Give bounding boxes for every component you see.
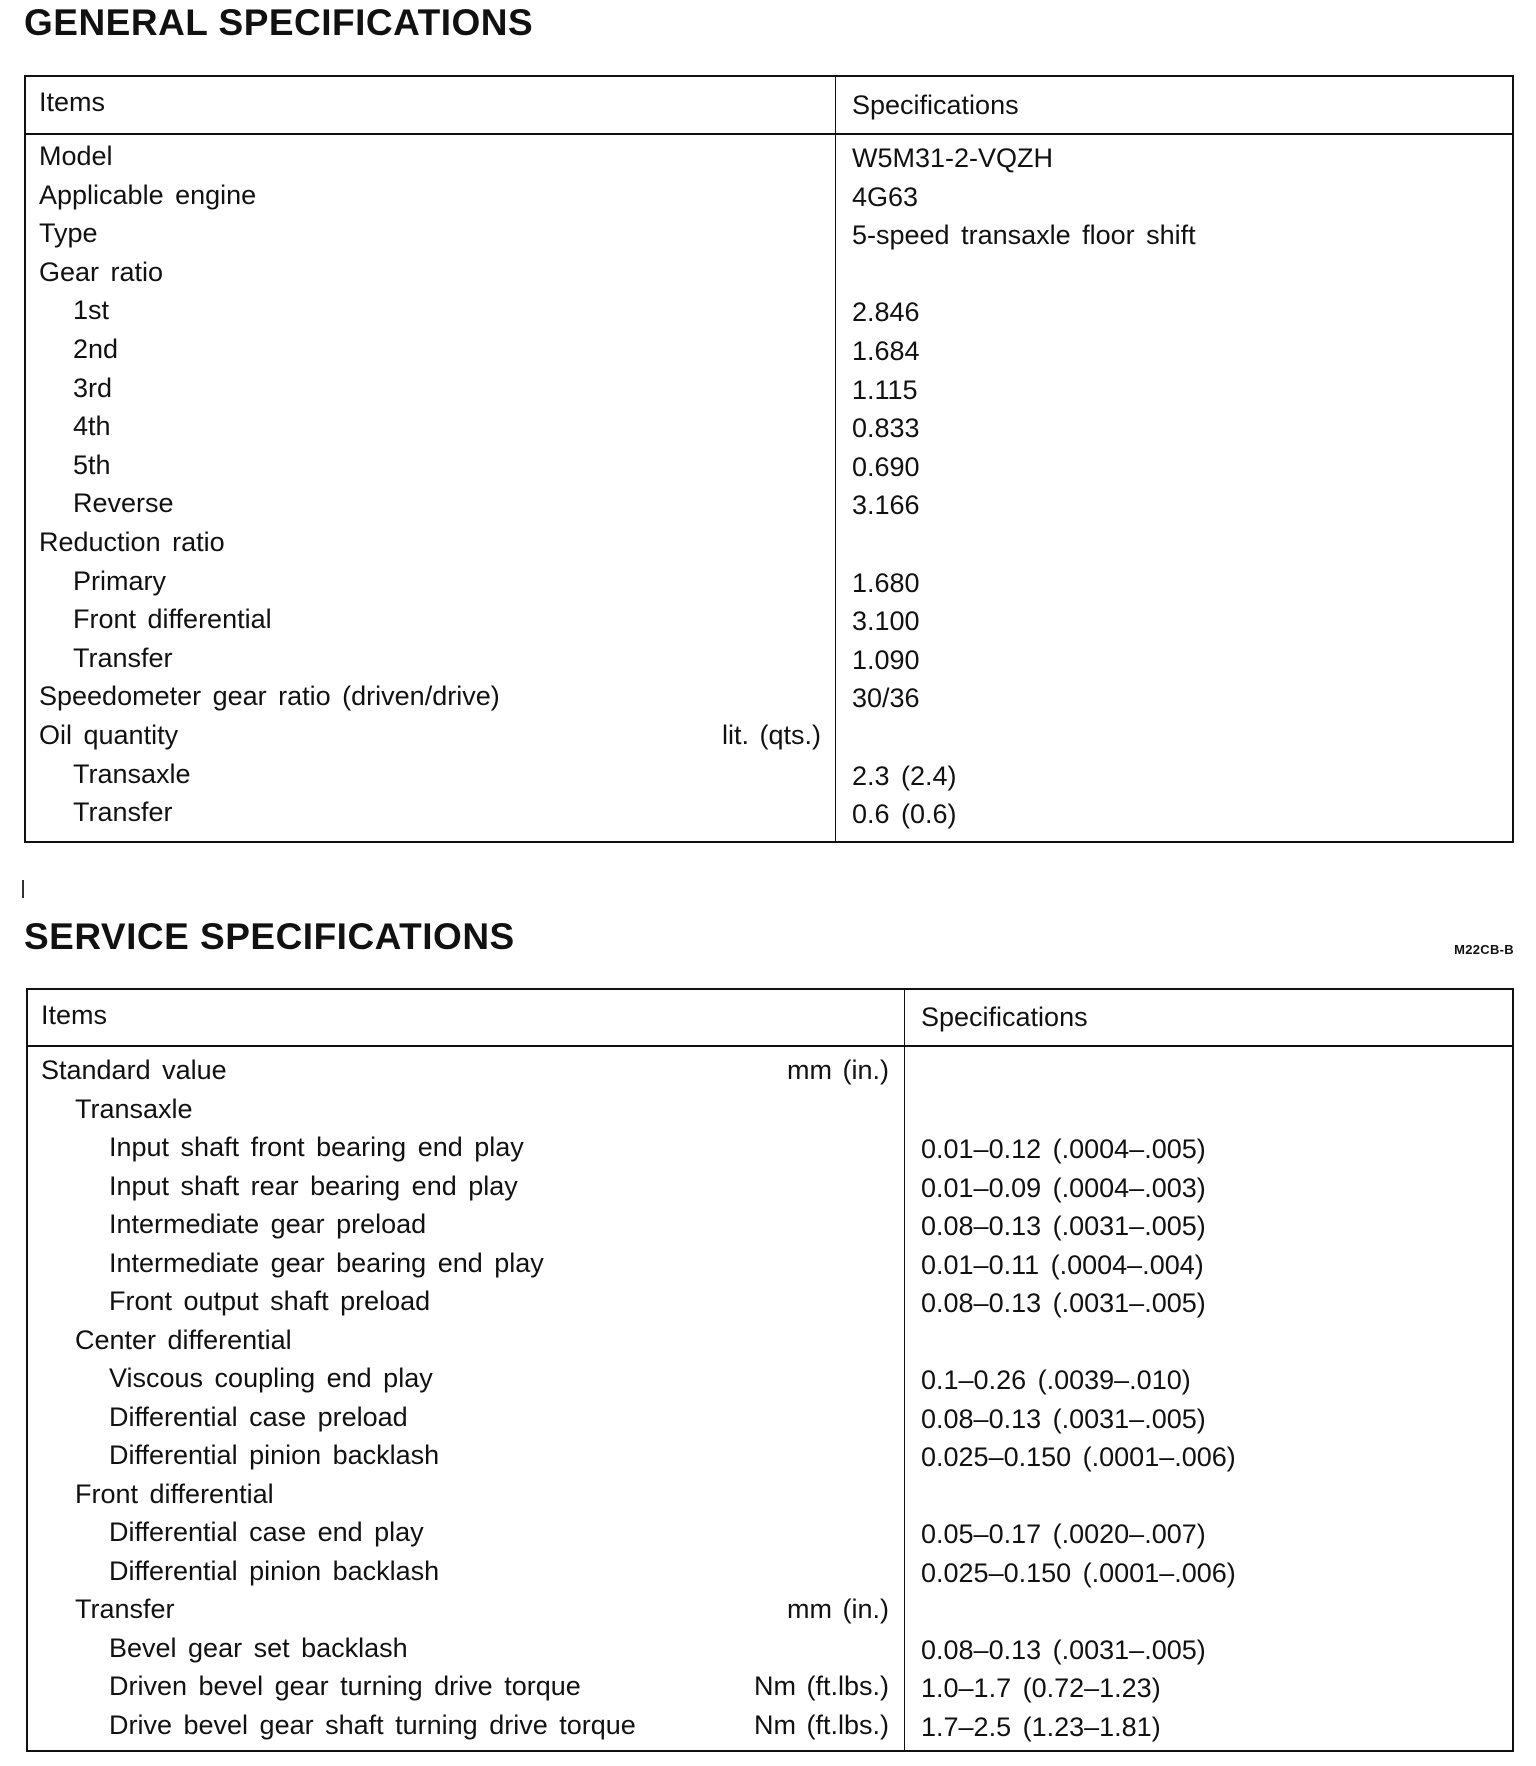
table-row <box>26 677 1512 716</box>
item-label: 4th <box>73 411 111 442</box>
item-unit: Nm (ft.lbs.) <box>754 1671 889 1701</box>
service-specifications-title: SERVICE SPECIFICATIONS <box>24 916 515 957</box>
scan-mark <box>22 880 24 898</box>
table-row <box>28 1590 1512 1629</box>
table-row <box>28 1436 1512 1475</box>
item-label: Differential pinion backlash <box>109 1555 440 1586</box>
items-header: Items <box>39 87 106 117</box>
spec-value: 0.08–0.13 (.0031–.005) <box>921 1634 1206 1665</box>
item-label: 1st <box>73 295 110 326</box>
table-row <box>28 1128 1512 1167</box>
table-row <box>26 137 1512 176</box>
item-label: Reverse <box>73 488 174 519</box>
table-row <box>26 291 1512 330</box>
item-label: Transfer <box>75 1594 175 1624</box>
spec-value: 0.025–0.150 (.0001–.006) <box>921 1557 1236 1588</box>
item-label: Primary <box>73 565 166 596</box>
item-label: Intermediate gear bearing end play <box>109 1247 544 1278</box>
spec-value: 1.0–1.7 (0.72–1.23) <box>921 1673 1161 1703</box>
table-row <box>26 330 1512 369</box>
table-row <box>26 562 1512 601</box>
spec-value: 1.090 <box>852 644 920 675</box>
spec-value: 0.6 (0.6) <box>852 799 957 830</box>
item-label: Front output shaft preload <box>109 1286 431 1316</box>
table-row <box>28 1629 1512 1668</box>
item-label: Bevel gear set backlash <box>109 1632 408 1663</box>
table-row <box>28 1706 1512 1745</box>
item-label: Transaxle <box>73 758 191 789</box>
table-row <box>28 1398 1512 1437</box>
table-row <box>26 176 1512 215</box>
spec-value: 3.100 <box>852 606 920 637</box>
service-specifications-table <box>26 988 1514 1752</box>
item-label: Transfer <box>73 642 173 673</box>
item-label: Intermediate gear preload <box>109 1209 427 1239</box>
table-row <box>26 407 1512 446</box>
table-row <box>28 1051 1512 1090</box>
item-unit: mm (in.) <box>787 1055 889 1085</box>
table-row <box>26 214 1512 253</box>
table-row <box>28 1090 1512 1129</box>
item-label: Transaxle <box>75 1093 193 1124</box>
table-row <box>28 1359 1512 1398</box>
item-label: Front differential <box>73 604 272 635</box>
item-label: Model <box>39 141 113 171</box>
item-label: Drive bevel gear shaft turning drive torque <box>109 1709 636 1740</box>
spec-value: 2.846 <box>852 297 920 328</box>
item-label: Driven bevel gear turning drive torque <box>109 1671 581 1701</box>
spec-value: 3.166 <box>852 490 920 521</box>
spec-value: 0.08–0.13 (.0031–.005) <box>921 1211 1206 1241</box>
item-label: Transfer <box>73 797 173 828</box>
table-row <box>28 1282 1512 1321</box>
item-label: Differential case end play <box>109 1517 424 1547</box>
general-specifications-table <box>24 75 1514 843</box>
spec-value: 0.01–0.11 (.0004–.004) <box>921 1249 1204 1280</box>
table-row <box>28 1667 1512 1706</box>
table-row <box>28 1513 1512 1552</box>
table-row <box>26 716 1512 755</box>
item-label: Speedometer gear ratio (driven/drive) <box>39 681 500 712</box>
item-label: Front differential <box>75 1478 274 1509</box>
specifications-header: Specifications <box>921 1002 1088 1032</box>
spec-value: 30/36 <box>852 683 920 714</box>
table-row <box>28 1205 1512 1244</box>
table-header <box>26 77 1512 135</box>
spec-value: 1.680 <box>852 567 920 598</box>
specifications-header: Specifications <box>852 90 1019 120</box>
section-code: M22CB-B <box>1454 942 1514 957</box>
table-row <box>26 446 1512 485</box>
spec-value: 2.3 (2.4) <box>852 760 957 791</box>
item-label: Standard value <box>41 1055 227 1085</box>
item-label: Differential pinion backlash <box>109 1440 440 1470</box>
item-label: 5th <box>73 449 111 480</box>
item-label: Viscous coupling end play <box>109 1363 433 1393</box>
item-unit: lit. (qts.) <box>721 719 821 750</box>
table-row <box>28 1475 1512 1514</box>
table-row <box>26 253 1512 292</box>
table-row <box>26 600 1512 639</box>
item-label: Gear ratio <box>39 256 164 287</box>
spec-value: 0.025–0.150 (.0001–.006) <box>921 1442 1236 1472</box>
table-row <box>26 639 1512 678</box>
table-row <box>28 1321 1512 1360</box>
table-row <box>26 484 1512 523</box>
spec-value: 0.833 <box>852 413 920 444</box>
item-label: Oil quantity <box>39 719 179 750</box>
spec-value: 1.7–2.5 (1.23–1.81) <box>921 1711 1161 1742</box>
table-row <box>26 793 1512 832</box>
item-label: Input shaft front bearing end play <box>109 1132 524 1162</box>
item-label: Center differential <box>75 1324 292 1355</box>
item-label: Type <box>39 218 98 249</box>
item-label: 3rd <box>73 372 113 403</box>
table-row <box>28 1552 1512 1591</box>
spec-value: 1.684 <box>852 335 920 366</box>
general-specifications-title: GENERAL SPECIFICATIONS <box>24 2 534 43</box>
table-row <box>26 369 1512 408</box>
spec-value: 5-speed transaxle floor shift <box>852 220 1196 251</box>
item-label: 2nd <box>73 333 119 364</box>
spec-value: 0.08–0.13 (.0031–.005) <box>921 1288 1206 1318</box>
table-row <box>26 523 1512 562</box>
item-label: Applicable engine <box>39 179 257 210</box>
spec-value: 0.01–0.12 (.0004–.005) <box>921 1134 1206 1164</box>
table-row <box>28 1167 1512 1206</box>
item-unit: Nm (ft.lbs.) <box>754 1709 889 1740</box>
spec-value: 0.690 <box>852 451 920 482</box>
spec-value: 0.08–0.13 (.0031–.005) <box>921 1403 1206 1434</box>
table-row <box>28 1244 1512 1283</box>
spec-value: 0.01–0.09 (.0004–.003) <box>921 1172 1206 1203</box>
spec-value: 0.1–0.26 (.0039–.010) <box>921 1365 1191 1395</box>
table-body <box>28 1051 1512 1744</box>
table-header <box>28 990 1512 1047</box>
spec-value: W5M31-2-VQZH <box>852 143 1054 173</box>
items-header: Items <box>41 1000 108 1030</box>
table-row <box>26 755 1512 794</box>
item-label: Differential case preload <box>109 1401 408 1432</box>
item-unit: mm (in.) <box>787 1594 889 1624</box>
spec-value: 1.115 <box>852 374 918 405</box>
spec-value: 0.05–0.17 (.0020–.007) <box>921 1519 1206 1549</box>
table-body <box>26 137 1512 832</box>
item-label: Input shaft rear bearing end play <box>109 1170 518 1201</box>
spec-value: 4G63 <box>852 181 919 212</box>
item-label: Reduction ratio <box>39 526 225 557</box>
